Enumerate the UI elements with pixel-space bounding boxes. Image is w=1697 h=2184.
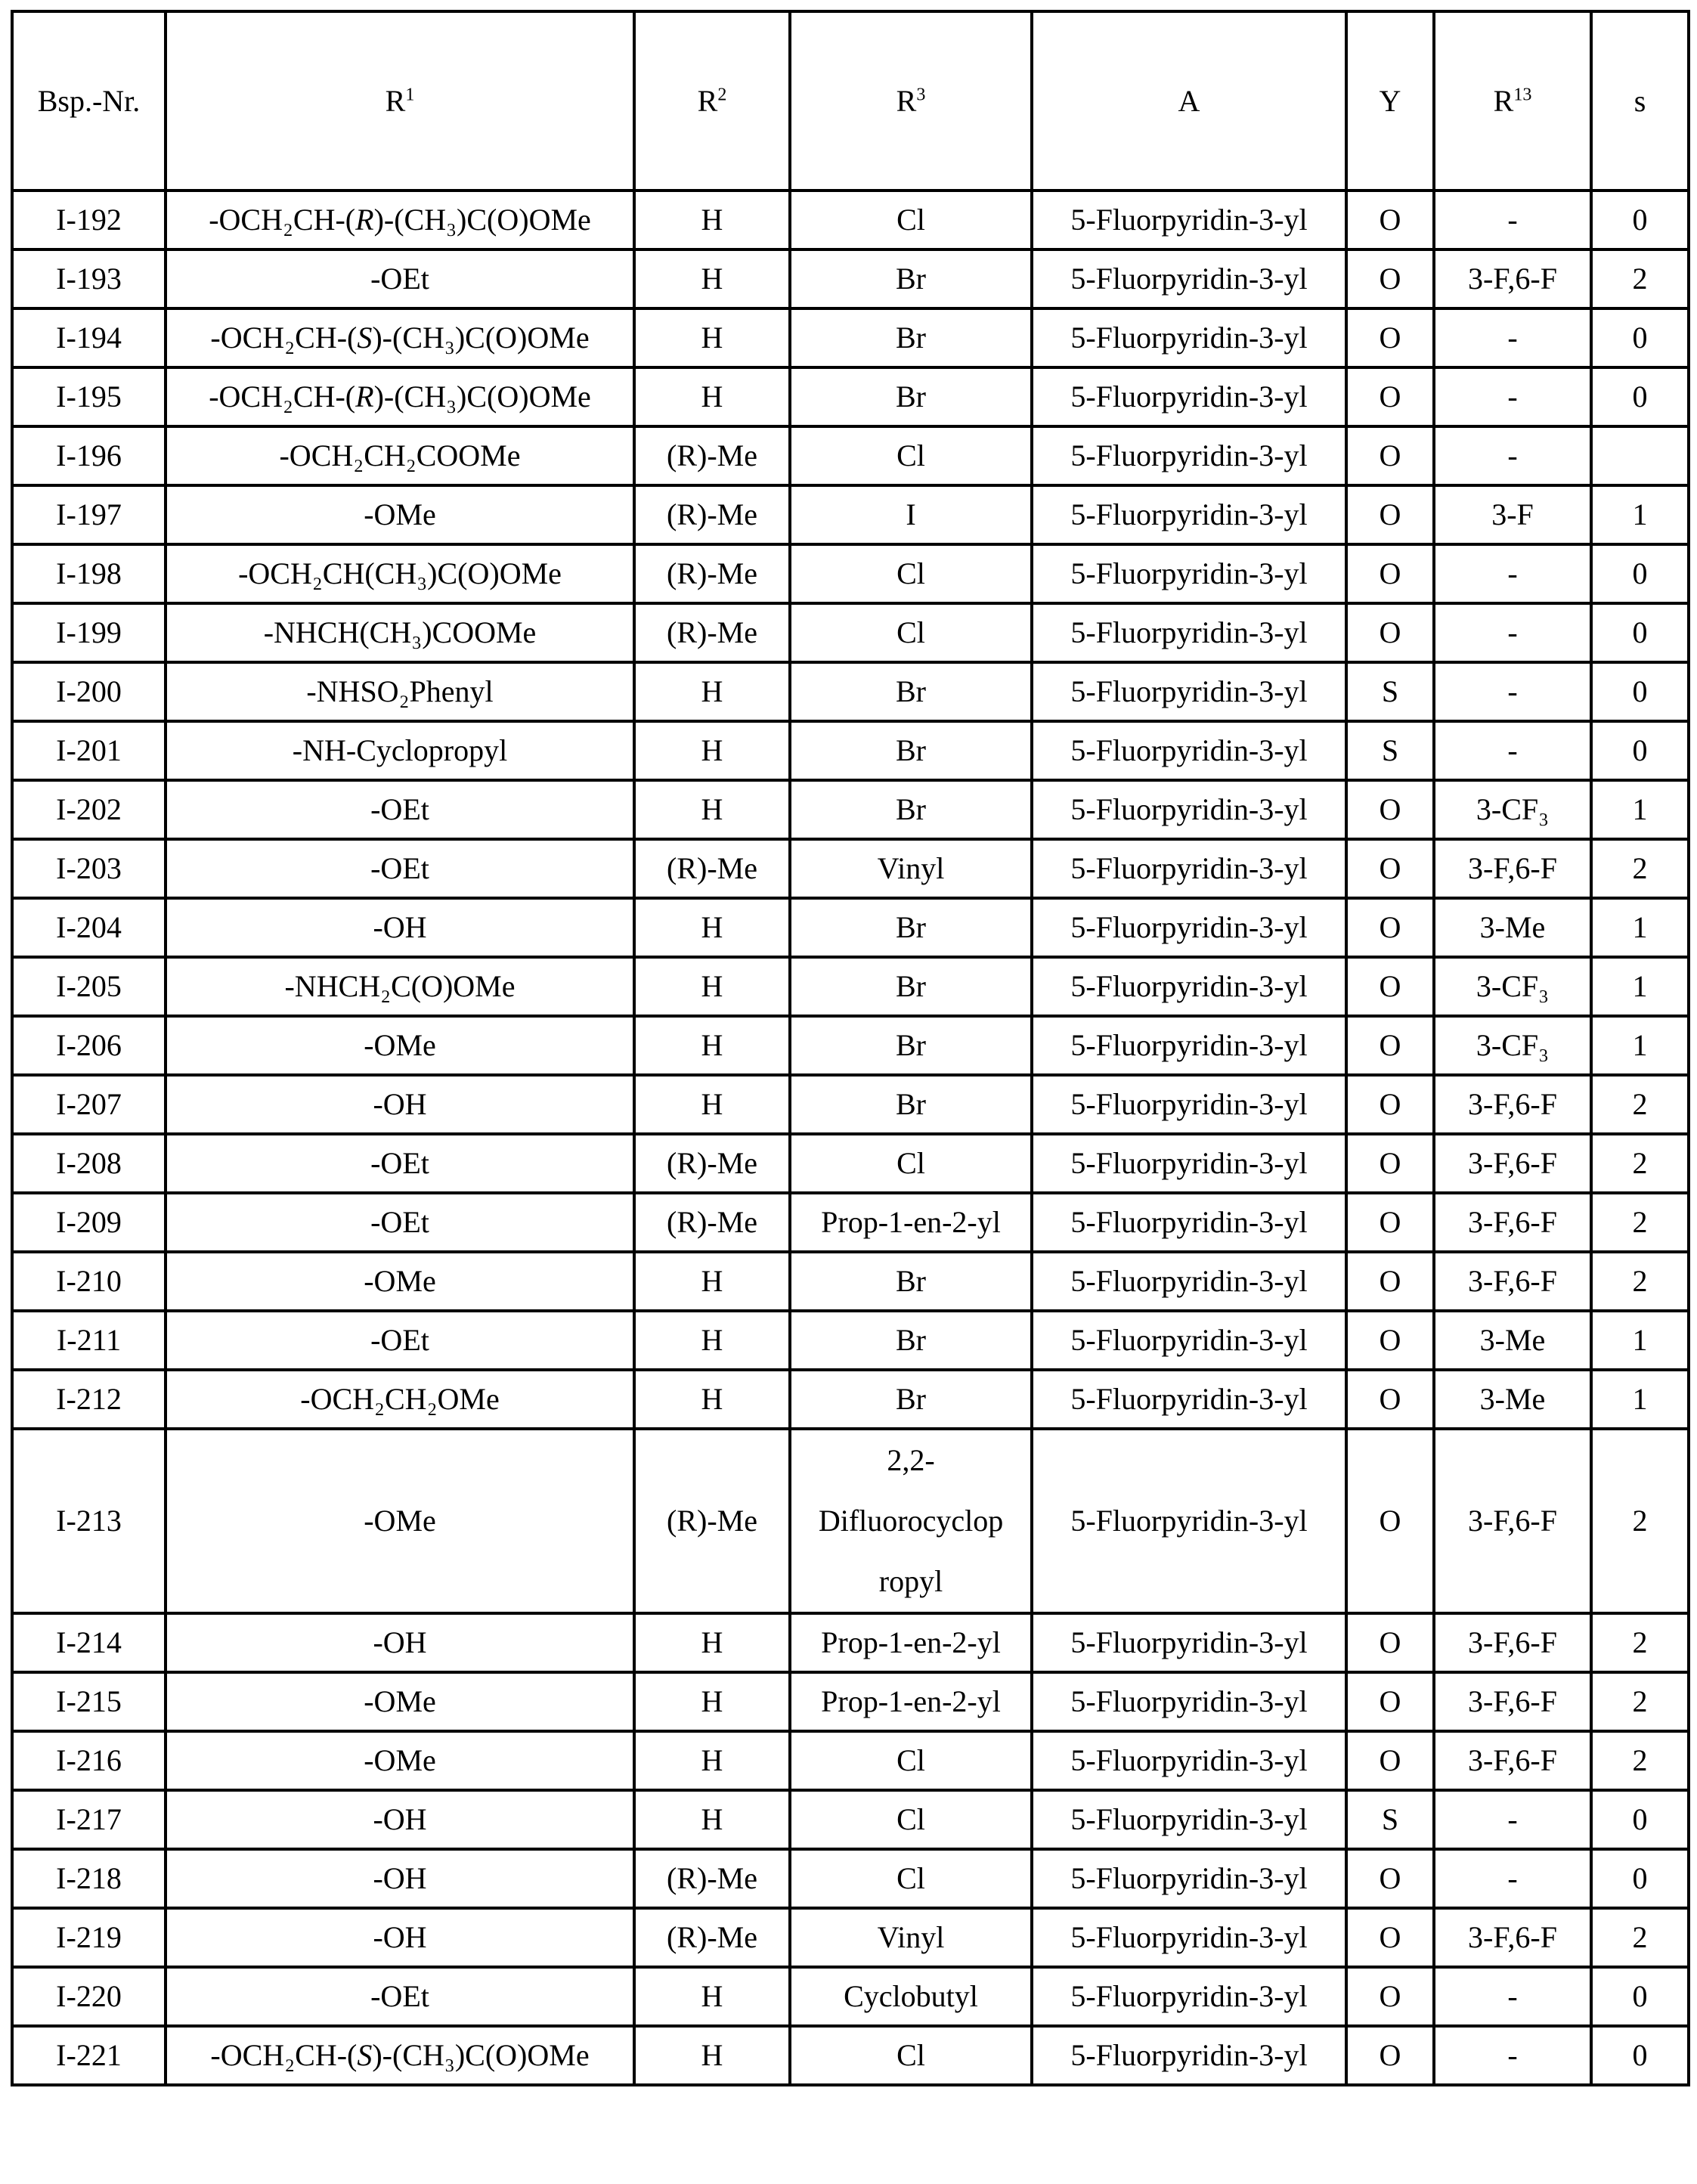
cell-a: 5-Fluorpyridin-3-yl xyxy=(1032,1016,1346,1075)
cell-r1: -OCH₂CH-(R)-(CH₃)C(O)OMe xyxy=(166,367,634,426)
cell-a: 5-Fluorpyridin-3-yl xyxy=(1032,721,1346,780)
cell-r1: -OMe xyxy=(166,1252,634,1311)
cell-s: 2 xyxy=(1591,1613,1689,1672)
cell-r1: -OMe xyxy=(166,1731,634,1790)
cell-r13: - xyxy=(1434,1967,1591,2026)
cell-bsp-nr: I-195 xyxy=(12,367,166,426)
cell-y: O xyxy=(1346,1849,1434,1908)
table-row xyxy=(12,1908,1689,1967)
cell-r3: Prop-1-en-2-yl xyxy=(790,1613,1032,1672)
cell-s: 0 xyxy=(1591,1967,1689,2026)
cell-a: 5-Fluorpyridin-3-yl xyxy=(1032,898,1346,957)
cell-y: O xyxy=(1346,485,1434,544)
cell-s xyxy=(1591,426,1689,485)
cell-r2: H xyxy=(634,1016,790,1075)
cell-y: S xyxy=(1346,721,1434,780)
cell-r2: H xyxy=(634,780,790,839)
cell-r1: -OCH₂CH(CH₃)C(O)OMe xyxy=(166,544,634,603)
cell-r3: Br xyxy=(790,898,1032,957)
table-row xyxy=(12,1016,1689,1075)
cell-r2: H xyxy=(634,1672,790,1731)
cell-r13: 3-F,6-F xyxy=(1434,839,1591,898)
cell-a: 5-Fluorpyridin-3-yl xyxy=(1032,426,1346,485)
cell-y: O xyxy=(1346,1967,1434,2026)
cell-r13: 3-F,6-F xyxy=(1434,1672,1591,1731)
cell-r1: -OH xyxy=(166,1908,634,1967)
cell-y: O xyxy=(1346,191,1434,249)
cell-s: 0 xyxy=(1591,721,1689,780)
cell-r3: Br xyxy=(790,308,1032,367)
cell-a: 5-Fluorpyridin-3-yl xyxy=(1032,839,1346,898)
cell-s: 2 xyxy=(1591,1252,1689,1311)
table-row xyxy=(12,2026,1689,2085)
cell-a: 5-Fluorpyridin-3-yl xyxy=(1032,249,1346,308)
cell-r13: 3-F,6-F xyxy=(1434,1134,1591,1193)
cell-r2: (R)-Me xyxy=(634,603,790,662)
cell-s: 0 xyxy=(1591,367,1689,426)
cell-a: 5-Fluorpyridin-3-yl xyxy=(1032,603,1346,662)
cell-y: O xyxy=(1346,780,1434,839)
table-row xyxy=(12,1075,1689,1134)
cell-y: O xyxy=(1346,308,1434,367)
cell-r13: - xyxy=(1434,308,1591,367)
cell-r3: Br xyxy=(790,1311,1032,1370)
cell-r13: 3-F,6-F xyxy=(1434,1252,1591,1311)
cell-y: O xyxy=(1346,1731,1434,1790)
cell-r2: (R)-Me xyxy=(634,1429,790,1613)
cell-a: 5-Fluorpyridin-3-yl xyxy=(1032,191,1346,249)
cell-r13: - xyxy=(1434,1790,1591,1849)
cell-r1: -OMe xyxy=(166,485,634,544)
cell-a: 5-Fluorpyridin-3-yl xyxy=(1032,1252,1346,1311)
cell-r2: H xyxy=(634,1075,790,1134)
cell-r3: Br xyxy=(790,367,1032,426)
cell-r2: (R)-Me xyxy=(634,839,790,898)
cell-r13: - xyxy=(1434,1849,1591,1908)
cell-r3: Cl xyxy=(790,603,1032,662)
cell-r3: Br xyxy=(790,662,1032,721)
cell-r2: H xyxy=(634,1613,790,1672)
cell-r13: - xyxy=(1434,191,1591,249)
cell-r3: Cyclobutyl xyxy=(790,1967,1032,2026)
cell-s: 1 xyxy=(1591,1016,1689,1075)
cell-r1: -OH xyxy=(166,1849,634,1908)
cell-s: 0 xyxy=(1591,2026,1689,2085)
cell-bsp-nr: I-196 xyxy=(12,426,166,485)
cell-y: O xyxy=(1346,1672,1434,1731)
cell-bsp-nr: I-211 xyxy=(12,1311,166,1370)
cell-r2: H xyxy=(634,1967,790,2026)
cell-a: 5-Fluorpyridin-3-yl xyxy=(1032,1429,1346,1613)
cell-r3: Cl xyxy=(790,1849,1032,1908)
header-r13: $R^{13}$ xyxy=(1434,11,1591,191)
cell-y: O xyxy=(1346,367,1434,426)
table-row xyxy=(12,957,1689,1016)
cell-s: 2 xyxy=(1591,1731,1689,1790)
cell-r13: 3-Me xyxy=(1434,1370,1591,1429)
cell-r3: Br xyxy=(790,780,1032,839)
cell-r1: -OH xyxy=(166,1790,634,1849)
cell-r1: -OEt xyxy=(166,1134,634,1193)
cell-r1: -OEt xyxy=(166,780,634,839)
cell-y: O xyxy=(1346,1370,1434,1429)
cell-r3: Br xyxy=(790,1075,1032,1134)
cell-y: O xyxy=(1346,1193,1434,1252)
cell-y: O xyxy=(1346,249,1434,308)
cell-s: 2 xyxy=(1591,1908,1689,1967)
cell-r1: -OH xyxy=(166,898,634,957)
cell-r3: Vinyl xyxy=(790,839,1032,898)
table-row xyxy=(12,1429,1689,1613)
cell-bsp-nr: I-199 xyxy=(12,603,166,662)
cell-y: O xyxy=(1346,1075,1434,1134)
cell-a: 5-Fluorpyridin-3-yl xyxy=(1032,1193,1346,1252)
table-row xyxy=(12,898,1689,957)
cell-a: 5-Fluorpyridin-3-yl xyxy=(1032,367,1346,426)
cell-r1: -NHCH(CH₃)COOMe xyxy=(166,603,634,662)
cell-r2: H xyxy=(634,249,790,308)
cell-a: 5-Fluorpyridin-3-yl xyxy=(1032,1134,1346,1193)
cell-r1: -NHSO₂Phenyl xyxy=(166,662,634,721)
cell-r2: H xyxy=(634,1731,790,1790)
table-row xyxy=(12,603,1689,662)
cell-r13: - xyxy=(1434,2026,1591,2085)
cell-a: 5-Fluorpyridin-3-yl xyxy=(1032,1967,1346,2026)
cell-s: 2 xyxy=(1591,1429,1689,1613)
cell-r1: -NHCH₂C(O)OMe xyxy=(166,957,634,1016)
cell-bsp-nr: I-217 xyxy=(12,1790,166,1849)
cell-r2: H xyxy=(634,2026,790,2085)
cell-r2: (R)-Me xyxy=(634,1134,790,1193)
cell-r2: H xyxy=(634,191,790,249)
cell-r13: 3-F,6-F xyxy=(1434,1429,1591,1613)
table-row xyxy=(12,1193,1689,1252)
cell-r3: Vinyl xyxy=(790,1908,1032,1967)
cell-s: 0 xyxy=(1591,544,1689,603)
cell-s: 1 xyxy=(1591,1311,1689,1370)
cell-y: O xyxy=(1346,957,1434,1016)
cell-bsp-nr: I-197 xyxy=(12,485,166,544)
table-row xyxy=(12,1134,1689,1193)
cell-a: 5-Fluorpyridin-3-yl xyxy=(1032,1849,1346,1908)
cell-s: 0 xyxy=(1591,1790,1689,1849)
cell-r13: - xyxy=(1434,603,1591,662)
cell-r1: -OMe xyxy=(166,1016,634,1075)
table-row xyxy=(12,544,1689,603)
cell-y: O xyxy=(1346,603,1434,662)
cell-y: O xyxy=(1346,1252,1434,1311)
table-body xyxy=(12,191,1689,2085)
cell-r3: Cl xyxy=(790,544,1032,603)
cell-r3: Cl xyxy=(790,1790,1032,1849)
cell-r1: -OEt xyxy=(166,1311,634,1370)
header-bsp-nr: Bsp.-Nr. xyxy=(12,11,166,191)
header-r3: $R^3$ xyxy=(790,11,1032,191)
cell-a: 5-Fluorpyridin-3-yl xyxy=(1032,308,1346,367)
cell-r2: H xyxy=(634,662,790,721)
cell-r2: H xyxy=(634,1370,790,1429)
cell-s: 0 xyxy=(1591,1849,1689,1908)
cell-r2: H xyxy=(634,1790,790,1849)
cell-r2: H xyxy=(634,898,790,957)
cell-r2: (R)-Me xyxy=(634,1193,790,1252)
cell-r13: - xyxy=(1434,721,1591,780)
cell-r3: I xyxy=(790,485,1032,544)
cell-r3: Br xyxy=(790,1252,1032,1311)
cell-a: 5-Fluorpyridin-3-yl xyxy=(1032,485,1346,544)
header-r2: $R^2$ xyxy=(634,11,790,191)
cell-bsp-nr: I-215 xyxy=(12,1672,166,1731)
cell-r2: H xyxy=(634,721,790,780)
cell-bsp-nr: I-214 xyxy=(12,1613,166,1672)
cell-r3: 2,2- Difluorocyclop ropyl xyxy=(790,1429,1032,1613)
cell-r2: (R)-Me xyxy=(634,426,790,485)
table-row xyxy=(12,721,1689,780)
cell-r3: Cl xyxy=(790,1731,1032,1790)
cell-r13: 3-F,6-F xyxy=(1434,1075,1591,1134)
cell-a: 5-Fluorpyridin-3-yl xyxy=(1032,1075,1346,1134)
cell-r3: Br xyxy=(790,1016,1032,1075)
cell-s: 1 xyxy=(1591,957,1689,1016)
cell-r13: 3-Me xyxy=(1434,898,1591,957)
cell-y: O xyxy=(1346,1613,1434,1672)
cell-a: 5-Fluorpyridin-3-yl xyxy=(1032,662,1346,721)
cell-bsp-nr: I-212 xyxy=(12,1370,166,1429)
cell-s: 1 xyxy=(1591,485,1689,544)
cell-r2: (R)-Me xyxy=(634,544,790,603)
table-row xyxy=(12,249,1689,308)
table-row xyxy=(12,1790,1689,1849)
cell-r13: - xyxy=(1434,544,1591,603)
cell-y: O xyxy=(1346,544,1434,603)
cell-r2: H xyxy=(634,957,790,1016)
cell-bsp-nr: I-207 xyxy=(12,1075,166,1134)
cell-s: 2 xyxy=(1591,1075,1689,1134)
cell-bsp-nr: I-213 xyxy=(12,1429,166,1613)
header-y: Y xyxy=(1346,11,1434,191)
cell-r1: -OCH₂CH-(S)-(CH₃)C(O)OMe xyxy=(166,308,634,367)
cell-bsp-nr: I-192 xyxy=(12,191,166,249)
cell-bsp-nr: I-220 xyxy=(12,1967,166,2026)
cell-s: 2 xyxy=(1591,1193,1689,1252)
cell-r3: Br xyxy=(790,1370,1032,1429)
cell-y: O xyxy=(1346,839,1434,898)
cell-r13: - xyxy=(1434,367,1591,426)
cell-r2: H xyxy=(634,1252,790,1311)
cell-bsp-nr: I-210 xyxy=(12,1252,166,1311)
cell-r3: Br xyxy=(790,721,1032,780)
table-row xyxy=(12,367,1689,426)
cell-a: 5-Fluorpyridin-3-yl xyxy=(1032,957,1346,1016)
cell-r1: -OEt xyxy=(166,839,634,898)
cell-bsp-nr: I-194 xyxy=(12,308,166,367)
cell-r3: Prop-1-en-2-yl xyxy=(790,1672,1032,1731)
cell-r13: 3-CF₃ xyxy=(1434,957,1591,1016)
cell-a: 5-Fluorpyridin-3-yl xyxy=(1032,1672,1346,1731)
cell-bsp-nr: I-208 xyxy=(12,1134,166,1193)
table-row xyxy=(12,426,1689,485)
cell-bsp-nr: I-193 xyxy=(12,249,166,308)
cell-r13: 3-F,6-F xyxy=(1434,1908,1591,1967)
cell-r13: 3-F,6-F xyxy=(1434,1731,1591,1790)
table-row xyxy=(12,1311,1689,1370)
cell-r13: 3-CF₃ xyxy=(1434,780,1591,839)
cell-r2: H xyxy=(634,1311,790,1370)
cell-a: 5-Fluorpyridin-3-yl xyxy=(1032,1908,1346,1967)
table-row xyxy=(12,1967,1689,2026)
table-row xyxy=(12,191,1689,249)
cell-s: 2 xyxy=(1591,1134,1689,1193)
cell-r2: (R)-Me xyxy=(634,485,790,544)
cell-r1: -OMe xyxy=(166,1429,634,1613)
cell-r3: Cl xyxy=(790,426,1032,485)
cell-s: 1 xyxy=(1591,780,1689,839)
cell-s: 0 xyxy=(1591,662,1689,721)
cell-r1: -OCH₂CH₂OMe xyxy=(166,1370,634,1429)
cell-s: 1 xyxy=(1591,1370,1689,1429)
table-row xyxy=(12,485,1689,544)
table-row xyxy=(12,780,1689,839)
cell-bsp-nr: I-202 xyxy=(12,780,166,839)
cell-a: 5-Fluorpyridin-3-yl xyxy=(1032,1731,1346,1790)
table-row xyxy=(12,662,1689,721)
cell-y: S xyxy=(1346,662,1434,721)
cell-s: 1 xyxy=(1591,898,1689,957)
cell-r1: -OCH₂CH₂COOMe xyxy=(166,426,634,485)
cell-r2: H xyxy=(634,367,790,426)
cell-r1: -OH xyxy=(166,1613,634,1672)
cell-y: O xyxy=(1346,426,1434,485)
cell-r1: -OH xyxy=(166,1075,634,1134)
cell-a: 5-Fluorpyridin-3-yl xyxy=(1032,1311,1346,1370)
cell-a: 5-Fluorpyridin-3-yl xyxy=(1032,1370,1346,1429)
cell-s: 0 xyxy=(1591,191,1689,249)
cell-bsp-nr: I-216 xyxy=(12,1731,166,1790)
cell-r13: 3-F xyxy=(1434,485,1591,544)
cell-bsp-nr: I-198 xyxy=(12,544,166,603)
cell-r13: 3-CF₃ xyxy=(1434,1016,1591,1075)
cell-r3: Cl xyxy=(790,2026,1032,2085)
table-row xyxy=(12,308,1689,367)
header-a: A xyxy=(1032,11,1346,191)
cell-bsp-nr: I-205 xyxy=(12,957,166,1016)
cell-r13: 3-F,6-F xyxy=(1434,1613,1591,1672)
cell-r1: -NH-Cyclopropyl xyxy=(166,721,634,780)
cell-r1: -OCH₂CH-(R)-(CH₃)C(O)OMe xyxy=(166,191,634,249)
cell-s: 0 xyxy=(1591,308,1689,367)
table-row xyxy=(12,1613,1689,1672)
header-row xyxy=(12,11,1689,191)
cell-a: 5-Fluorpyridin-3-yl xyxy=(1032,780,1346,839)
cell-y: O xyxy=(1346,898,1434,957)
cell-bsp-nr: I-209 xyxy=(12,1193,166,1252)
cell-y: O xyxy=(1346,2026,1434,2085)
cell-bsp-nr: I-219 xyxy=(12,1908,166,1967)
cell-r13: - xyxy=(1434,662,1591,721)
cell-r13: 3-F,6-F xyxy=(1434,249,1591,308)
cell-r3: Br xyxy=(790,249,1032,308)
cell-r3: Cl xyxy=(790,1134,1032,1193)
table-row xyxy=(12,839,1689,898)
cell-y: O xyxy=(1346,1134,1434,1193)
cell-a: 5-Fluorpyridin-3-yl xyxy=(1032,1613,1346,1672)
table-row xyxy=(12,1849,1689,1908)
cell-r1: -OEt xyxy=(166,1193,634,1252)
cell-bsp-nr: I-200 xyxy=(12,662,166,721)
cell-s: 2 xyxy=(1591,839,1689,898)
table-row xyxy=(12,1252,1689,1311)
cell-r2: (R)-Me xyxy=(634,1849,790,1908)
cell-s: 0 xyxy=(1591,603,1689,662)
cell-a: 5-Fluorpyridin-3-yl xyxy=(1032,2026,1346,2085)
cell-y: O xyxy=(1346,1908,1434,1967)
cell-y: O xyxy=(1346,1311,1434,1370)
cell-r2: H xyxy=(634,308,790,367)
cell-bsp-nr: I-201 xyxy=(12,721,166,780)
cell-a: 5-Fluorpyridin-3-yl xyxy=(1032,1790,1346,1849)
header-r1: $R^1$ xyxy=(166,11,634,191)
cell-y: O xyxy=(1346,1016,1434,1075)
table-row xyxy=(12,1672,1689,1731)
cell-r13: - xyxy=(1434,426,1591,485)
cell-r1: -OEt xyxy=(166,1967,634,2026)
cell-bsp-nr: I-221 xyxy=(12,2026,166,2085)
cell-r3: Cl xyxy=(790,191,1032,249)
cell-r1: -OCH₂CH-(S)-(CH₃)C(O)OMe xyxy=(166,2026,634,2085)
table-row xyxy=(12,1731,1689,1790)
cell-r2: (R)-Me xyxy=(634,1908,790,1967)
cell-bsp-nr: I-203 xyxy=(12,839,166,898)
cell-r13: 3-Me xyxy=(1434,1311,1591,1370)
cell-s: 2 xyxy=(1591,1672,1689,1731)
cell-r1: -OMe xyxy=(166,1672,634,1731)
table-row xyxy=(12,1370,1689,1429)
header-s: s xyxy=(1591,11,1689,191)
cell-bsp-nr: I-204 xyxy=(12,898,166,957)
cell-y: O xyxy=(1346,1429,1434,1613)
cell-a: 5-Fluorpyridin-3-yl xyxy=(1032,544,1346,603)
cell-r3: Prop-1-en-2-yl xyxy=(790,1193,1032,1252)
cell-bsp-nr: I-206 xyxy=(12,1016,166,1075)
compound-table xyxy=(11,10,1690,2086)
cell-r13: 3-F,6-F xyxy=(1434,1193,1591,1252)
cell-r1: -OEt xyxy=(166,249,634,308)
cell-bsp-nr: I-218 xyxy=(12,1849,166,1908)
cell-r3: Br xyxy=(790,957,1032,1016)
cell-y: S xyxy=(1346,1790,1434,1849)
cell-s: 2 xyxy=(1591,249,1689,308)
